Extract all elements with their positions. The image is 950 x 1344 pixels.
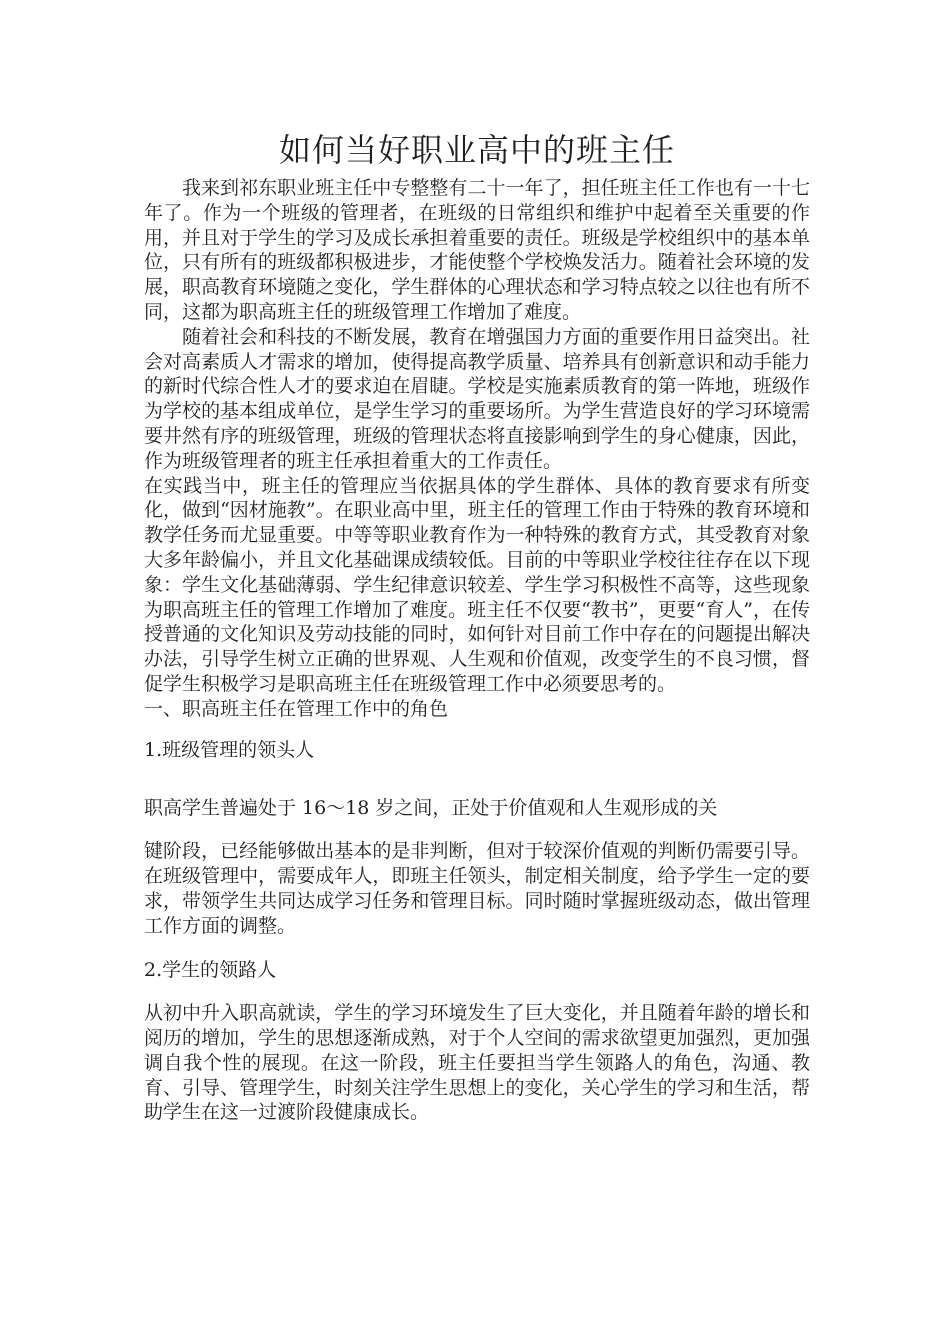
document-body xyxy=(144,128,810,1125)
practice-paragraph: 在实践当中，班主任的管理应当依据具体的学生群体、具体的教育要求有所变化，做到“因材施教”。在职业高中里，班主任的管理工作由于特殊的教育环境和教学任务而尤显重要。中等等职业教育作为一种特殊的教育方式，其受教育对象大多年龄偏小，并且文化基础课成绩较低。目前的中等职业学校往往存在以下现象：学生文化基础薄弱、学生纪律意识较差、学生学习积极性不高等，这些现象为职高班主任的管理工作增加了难度。班主任不仅要“教书”，更要“育人”，在传授普通的文化知识及劳动技能的同时，如何针对目前工作中存在的问题提出解决办法，引导学生树立正确的世界观、人生观和价值观，改变学生的不良习惯，督促学生积极学习是职高班主任在班级管理工作中必须要思考的。 xyxy=(144,474,810,695)
background-paragraph: 随着社会和科技的不断发展，教育在增强国力方面的重要作用日益突出。社会对高素质人才需求的增加，使得提高教学质量、培养具有创新意识和动手能力的新时代综合性人才的要求迫在眉睫。学校是实施素质教育的第一阵地，班级作为学校的基本组成单位，是学生学习的重要场所。为学生营造良好的学习环境需要井然有序的班级管理，班级的管理状态将直接影响到学生的身心健康，因此，作为班级管理者的班主任承担着重大的工作责任。 xyxy=(144,325,810,472)
subsection1-paragraph-b: 键阶段，已经能够做出基本的是非判断，但对于较深价值观的判断仍需要引导。在班级管理中，需要成年人，即班主任领头，制定相关制度，给予学生一定的要求，带领学生共同达成学习任务和管理目标。同时随时掌握班级动态，做出管理工作方面的调整。 xyxy=(144,840,810,937)
section-heading: 一、职高班主任在管理工作中的角色 xyxy=(144,697,449,720)
intro-paragraph: 我来到祁东职业班主任中专整整有二十一年了，担任班主任工作也有一十七年了。作为一个班级的管理者，在班级的日常组织和维护中起着至关重要的作用，并且对于学生的学习及成长承担着重要的责任。班级是学校组织中的基本单位，只有所有的班级都积极进步，才能使整个学校焕发活力。随着社会环境的发展，职高教育环境随之变化，学生群体的心理状态和学习特点较之以往也有所不同，这都为职高班主任的班级管理工作增加了难度。 xyxy=(144,177,810,323)
subsection-heading-2: 2.学生的领路人 xyxy=(144,959,277,982)
subsection-heading-1: 1.班级管理的领头人 xyxy=(144,738,315,761)
subsection2-paragraph: 从初中升入职高就读，学生的学习环境发生了巨大变化，并且随着年龄的增长和阅历的增加，学生的思想逐渐成熟，对于个人空间的需求欲望更加强烈，更加强调自我个性的展现。在这一阶段，班主任要担当学生领路人的角色，沟通、教育、引导、管理学生，时刻关注学生思想上的变化，关心学生的学习和生活，帮助学生在这一过渡阶段健康成长。 xyxy=(144,1002,810,1124)
document-title: 如何当好职业高中的班主任 xyxy=(278,131,675,169)
subsection1-paragraph-a: 职高学生普遍处于 16～18 岁之间，正处于价值观和人生观形成的关 xyxy=(144,797,718,820)
